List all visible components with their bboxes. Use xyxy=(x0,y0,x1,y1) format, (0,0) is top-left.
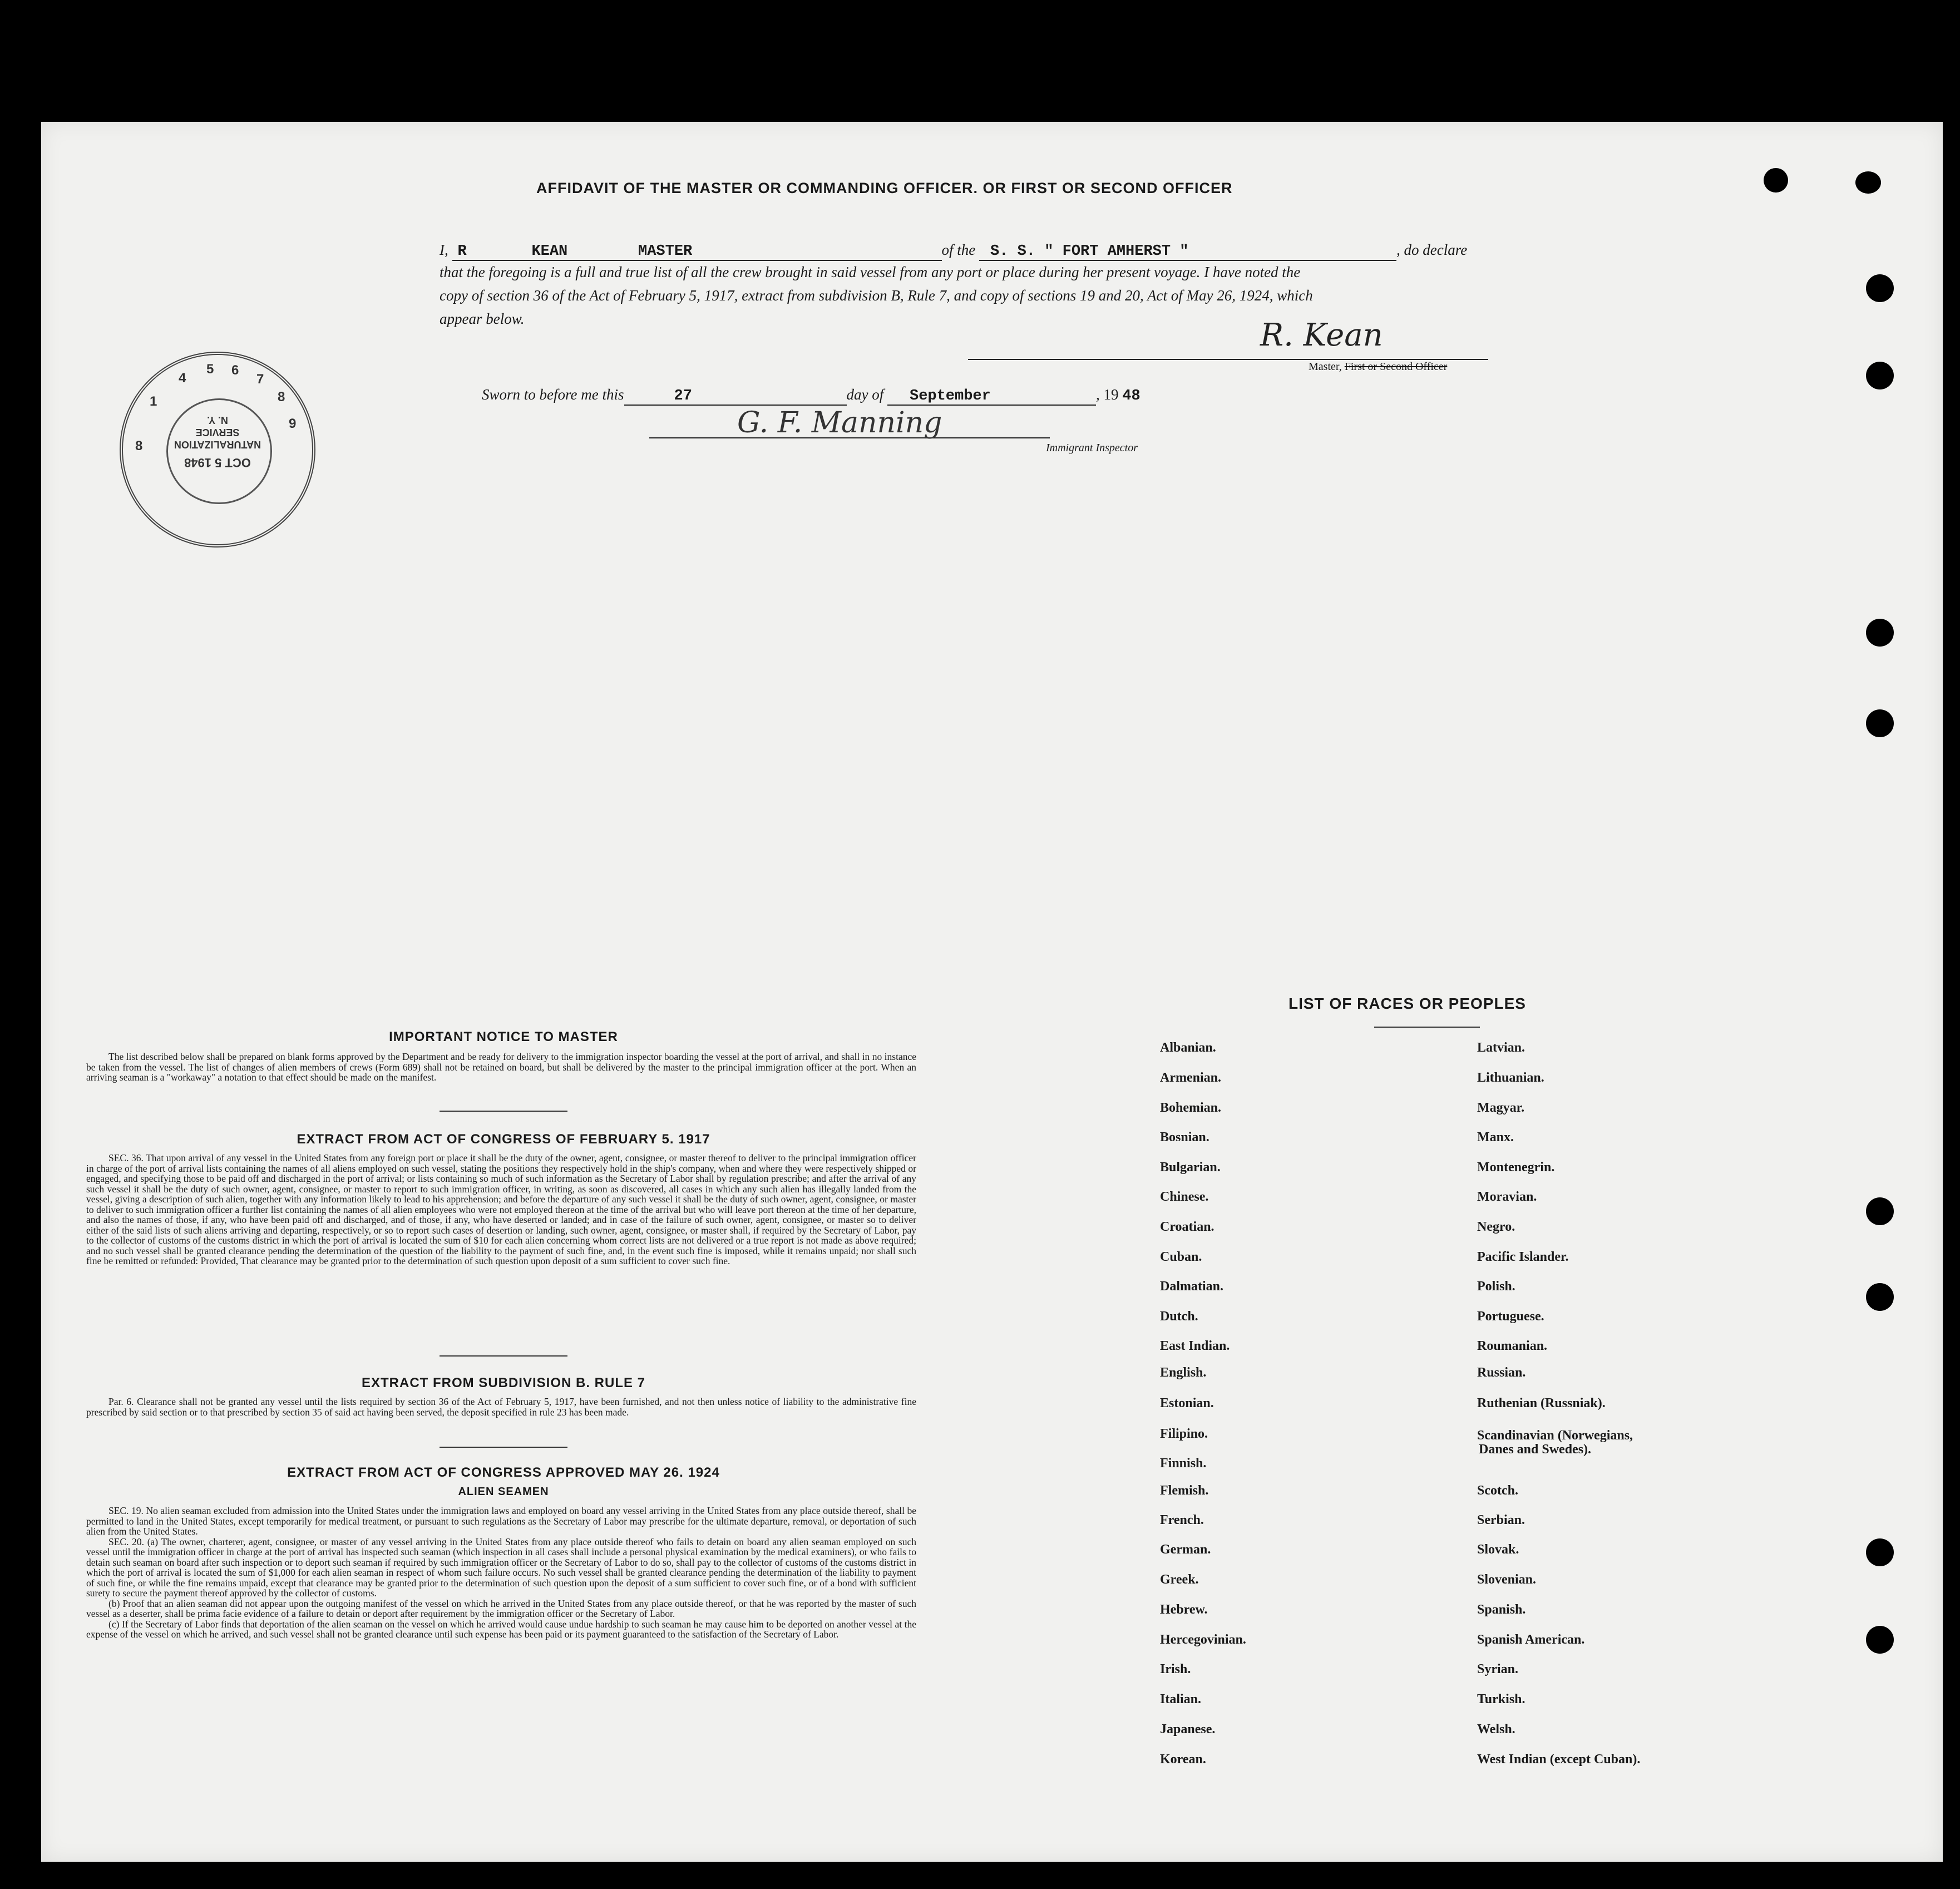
notice-title: IMPORTANT NOTICE TO MASTER xyxy=(389,1029,618,1044)
year-prefix: 19 xyxy=(1103,386,1119,403)
race-item: Chinese. xyxy=(1160,1190,1209,1204)
race-item: Italian. xyxy=(1160,1692,1202,1706)
race-item: Cuban. xyxy=(1160,1250,1202,1264)
race-item: Pacific Islander. xyxy=(1477,1250,1569,1264)
race-item: Dalmatian. xyxy=(1160,1279,1223,1294)
race-item: Spanish American. xyxy=(1477,1632,1585,1647)
race-item: Montenegrin. xyxy=(1477,1160,1555,1175)
binder-hole xyxy=(1855,171,1881,194)
sworn-day: 27 xyxy=(674,388,692,405)
race-item: Irish. xyxy=(1160,1662,1191,1676)
notice-text xyxy=(86,1052,916,1083)
of-the-label: of the xyxy=(941,241,976,258)
stamp-number: 8 xyxy=(278,389,285,405)
declaration-line-1 xyxy=(440,238,1491,262)
binder-hole xyxy=(1866,1197,1894,1225)
race-item: Filipino. xyxy=(1160,1427,1208,1441)
race-item: Roumanian. xyxy=(1477,1339,1548,1353)
race-item: Spanish. xyxy=(1477,1602,1526,1617)
master-name-field xyxy=(452,241,942,261)
race-item: Moravian. xyxy=(1477,1190,1537,1204)
stamp-text-2: SERVICE xyxy=(195,427,240,438)
race-item: Hercegovinian. xyxy=(1160,1632,1246,1647)
binder-hole xyxy=(1866,274,1894,302)
race-item: French. xyxy=(1160,1513,1204,1527)
race-item: Dutch. xyxy=(1160,1309,1198,1324)
race-item: Bulgarian. xyxy=(1160,1160,1221,1175)
stamp-number: 8 xyxy=(135,438,143,453)
stamp-number: 5 xyxy=(206,362,214,377)
do-declare-label: , do declare xyxy=(1396,241,1468,258)
race-item: Hebrew. xyxy=(1160,1602,1208,1617)
binder-hole xyxy=(1866,1626,1894,1654)
subdivision-text xyxy=(86,1397,916,1417)
binder-hole xyxy=(1866,362,1894,389)
i-label: I, xyxy=(440,241,448,258)
sworn-month-field xyxy=(887,386,1096,406)
race-item: Latvian. xyxy=(1477,1040,1525,1055)
race-item: Russian. xyxy=(1477,1365,1526,1380)
race-item: Greek. xyxy=(1160,1572,1199,1587)
stamp-number: 4 xyxy=(179,371,186,386)
sec-20c-paragraph: (c) If the Secretary of Labor finds that deportation of the alien seaman on the vessel on which he arrived would cause undue hardship to such seaman he may cause him to be deported on another vessel at the expense of the vessel on which he arrived, and such vessel shall not be granted clearance until such expense has been paid or its payment guaranteed to the satisfaction of the Secretary of Labor. xyxy=(86,1618,916,1640)
race-item: Turkish. xyxy=(1477,1692,1525,1706)
stamp-number: 7 xyxy=(256,372,264,387)
sworn-month: September xyxy=(910,388,991,405)
race-item: Slovak. xyxy=(1477,1542,1519,1557)
stamp-text-1: NATURALIZATION xyxy=(174,439,261,450)
race-item: Bosnian. xyxy=(1160,1130,1209,1145)
binder-hole xyxy=(1866,1283,1894,1311)
stamp-text-3: N. Y. xyxy=(207,415,228,426)
master-rank: MASTER xyxy=(638,243,693,260)
race-item: Negro. xyxy=(1477,1220,1515,1234)
alien-seamen-subtitle: ALIEN SEAMEN xyxy=(458,1486,549,1498)
affidavit-title: AFFIDAVIT OF THE MASTER OR COMMANDING OFFICER. OR FIRST OR SECOND OFFICER xyxy=(536,180,1233,196)
master-surname: KEAN xyxy=(531,243,568,260)
extract-1917-text xyxy=(86,1153,916,1266)
race-item: English. xyxy=(1160,1365,1207,1380)
stamp-number: 1 xyxy=(150,394,157,409)
sec-19-paragraph: SEC. 19. No alien seaman excluded from admission into the United States under the immigration laws and employed on board any vessel arriving in the United States from any place outside thereof, shall be permitted to land in the United States, except temporarily for medical treatment, or pursuant to such regulations as the Secretary of Labor may prescribe for the ultimate departure, removal, or deportation of such alien from the United States. xyxy=(86,1505,916,1537)
declaration-line-2: that the foregoing is a full and true list of all the crew brought in said vessel from any port or place during her present voyage. I have noted the xyxy=(440,264,1301,280)
sworn-day-field xyxy=(624,386,847,406)
race-item: Slovenian. xyxy=(1477,1572,1537,1587)
race-item: Syrian. xyxy=(1477,1662,1519,1676)
officer-label-struck: First or Second Officer xyxy=(1344,361,1448,373)
race-item: Albanian. xyxy=(1160,1040,1216,1055)
immigration-stamp xyxy=(120,352,315,548)
extract-1924-text xyxy=(86,1506,916,1640)
race-item: Portuguese. xyxy=(1477,1309,1544,1324)
sworn-year: 48 xyxy=(1122,388,1141,405)
master-title-label xyxy=(1309,361,1447,373)
race-item: Serbian. xyxy=(1477,1513,1525,1527)
race-item: Lithuanian. xyxy=(1477,1071,1544,1085)
race-item: Croatian. xyxy=(1160,1220,1214,1234)
race-item: East Indian. xyxy=(1160,1339,1230,1353)
par-6-paragraph: Par. 6. Clearance shall not be granted any vessel until the lists required by section 36 of the Act of February 5, 1917, have been furnished, and not then unless notice of liability to the administrative fine prescribed by said section or to that prescribed by section 35 of said act having been served, the deposit specified in rule 23 has been made. xyxy=(86,1396,916,1418)
stamp-date: OCT 5 1948 xyxy=(184,456,251,470)
race-item: Manx. xyxy=(1477,1130,1514,1145)
sec-20b-paragraph: (b) Proof that an alien seaman did not appear upon the outgoing manifest of the vessel on which he arrived in the United States from any place outside thereof, or that he was reported by the master of such vessel as a deserter, shall be prima facie evidence of a failure to detain or deport after requirement by the immigration officer or the Secretary of Labor. xyxy=(86,1597,916,1619)
race-item: Polish. xyxy=(1477,1279,1515,1294)
race-item: Danes and Swedes). xyxy=(1479,1442,1592,1457)
binder-hole xyxy=(1866,709,1894,737)
race-item: German. xyxy=(1160,1542,1211,1557)
vessel-name: S. S. " FORT AMHERST " xyxy=(990,243,1189,260)
divider xyxy=(440,1447,567,1448)
divider xyxy=(440,1111,567,1112)
binder-hole xyxy=(1866,619,1894,647)
day-of-label: day of xyxy=(846,386,884,403)
race-item: Scotch. xyxy=(1477,1483,1518,1498)
master-initial: R xyxy=(457,243,467,260)
divider xyxy=(1374,1027,1480,1028)
race-item: Armenian. xyxy=(1160,1071,1221,1085)
declaration-line-4: appear below. xyxy=(440,310,525,327)
vessel-field xyxy=(979,241,1396,261)
binder-hole xyxy=(1866,1538,1894,1566)
declaration-line-3: copy of section 36 of the Act of February 5, 1917, extract from subdivision B, Rule 7, and copy of sections 19 and 20, Act of May 26, 1924, which xyxy=(440,287,1313,304)
race-item: Magyar. xyxy=(1477,1101,1525,1115)
extract-1924-title: EXTRACT FROM ACT OF CONGRESS APPROVED MAY 26. 1924 xyxy=(287,1465,720,1480)
sec-20a-paragraph: SEC. 20. (a) The owner, charterer, agent, consignee, or master of any vessel arriving in the United States from any place outside thereof who fails to detain on board any alien seaman employed on such vessel until the immigration officer in charge at the port of arrival has inspected such seaman (which inspection in all cases shall include a personal physical examination by the medical examiners), or who fails to detain such seaman on board after such inspection or to deport such seaman if required by such immigration officer or the Secretary of Labor to do so, shall pay to the collector of customs of the customs district in which the port of arrival is located the sum of $1,000 for each alien seaman in respect of whom such failure occurs. No such vessel shall be granted clearance pending the determination of the liability to payment of such fine, or while the fine remains unpaid, except that clearance may be granted prior to the determination of such question upon the deposit of a sum sufficient to cover such fine, or of a bond with sufficient surety to secure the payment thereof approved by the collector of customs. xyxy=(86,1536,916,1599)
races-list-title: LIST OF RACES OR PEOPLES xyxy=(1288,995,1526,1012)
race-item: Ruthenian (Russniak). xyxy=(1477,1396,1606,1410)
master-label: Master, xyxy=(1309,361,1342,373)
race-item: Finnish. xyxy=(1160,1456,1207,1471)
race-item: Japanese. xyxy=(1160,1722,1216,1737)
divider xyxy=(440,1355,567,1357)
race-item: West Indian (except Cuban). xyxy=(1477,1752,1641,1767)
sworn-line: Sworn to before me this 27 day of September , 19 48 xyxy=(482,386,1141,405)
subdivision-title: EXTRACT FROM SUBDIVISION B. RULE 7 xyxy=(361,1375,646,1390)
race-item: Welsh. xyxy=(1477,1722,1515,1737)
master-signature-line xyxy=(968,359,1488,360)
inspector-label: Immigrant Inspector xyxy=(1046,442,1138,454)
master-signature: R. Kean xyxy=(1260,317,1383,353)
extract-1917-title: EXTRACT FROM ACT OF CONGRESS OF FEBRUARY 5. 1917 xyxy=(297,1132,710,1147)
sec-36-paragraph: SEC. 36. That upon arrival of any vessel in the United States from any foreign port or place it shall be the duty of the owner, agent, consignee, or master thereof to deliver to the principal immigration officer in charge of the port of arrival lists containing the names of all aliens employed on such vessel, stating the positions they respectively hold in the ship's company, when and where they were respectively shipped or engaged, and specifying those to be paid off and discharged in the port of arrival; or lists containing so much of such information as the Secretary of Labor shall by regulation prescribe; and after the arrival of any such vessel it shall be the duty of such owner, agent, consignee, or master to report to such immigration officer, in writing, as soon as discovered, all cases in which any such alien has illegally landed from the vessel, giving a description of such alien, together with any information likely to lead to his apprehension; and before the departure of any such vessel it shall be the duty of such owner, agent, consignee, or master to deliver to such immigration officer a further list containing the names of all alien employees who were not employed thereon at the time of the arrival but who will leave port thereon at the time of her departure, and also the names of those, if any, who have been paid off and discharged, and of those, if any, who have deserted or landed; and in case of the failure of such owner, agent, consignee, or master so to deliver either of the said lists of such aliens arriving and departing, respectively, or so to report such cases of desertion or landing, such owner, agent, consignee, or master shall, if required by the Secretary of Labor, pay to the collector of customs of the customs district in which the port of arrival is located the sum of $10 for each alien concerning whom correct lists are not delivered or a true report is not made as above required; and no such vessel shall be granted clearance pending the determination of the question of the liability to the payment of such fine, and, in the event such fine is imposed, while it remains unpaid; nor shall such fine be remitted or refunded: Provided, That clearance may be granted prior to the determination of such question upon deposit of a sum sufficient to cover such fine. xyxy=(86,1152,916,1266)
race-item: Estonian. xyxy=(1160,1396,1214,1410)
binder-hole xyxy=(1764,168,1788,193)
stamp-number: 6 xyxy=(231,363,239,378)
race-item: Scandinavian (Norwegians, xyxy=(1477,1428,1633,1443)
race-item: Flemish. xyxy=(1160,1483,1209,1498)
sworn-label: Sworn to before me this xyxy=(482,386,624,403)
notice-paragraph: The list described below shall be prepared on blank forms approved by the Department and be ready for delivery to the immigration inspector boarding the vessel at the port of arrival, and shall in no instance be taken from the vessel. The list of changes of alien members of crews (Form 689) shall not be retained on board, but shall be delivered by the master to the principal immigration officer at the port. When an arriving seaman is a "workaway" a notation to that effect should be made on the manifest. xyxy=(86,1051,916,1083)
inspector-signature: G. F. Manning xyxy=(737,406,942,440)
race-item: Bohemian. xyxy=(1160,1101,1222,1115)
race-item: Korean. xyxy=(1160,1752,1206,1767)
stamp-number: 9 xyxy=(289,416,297,431)
